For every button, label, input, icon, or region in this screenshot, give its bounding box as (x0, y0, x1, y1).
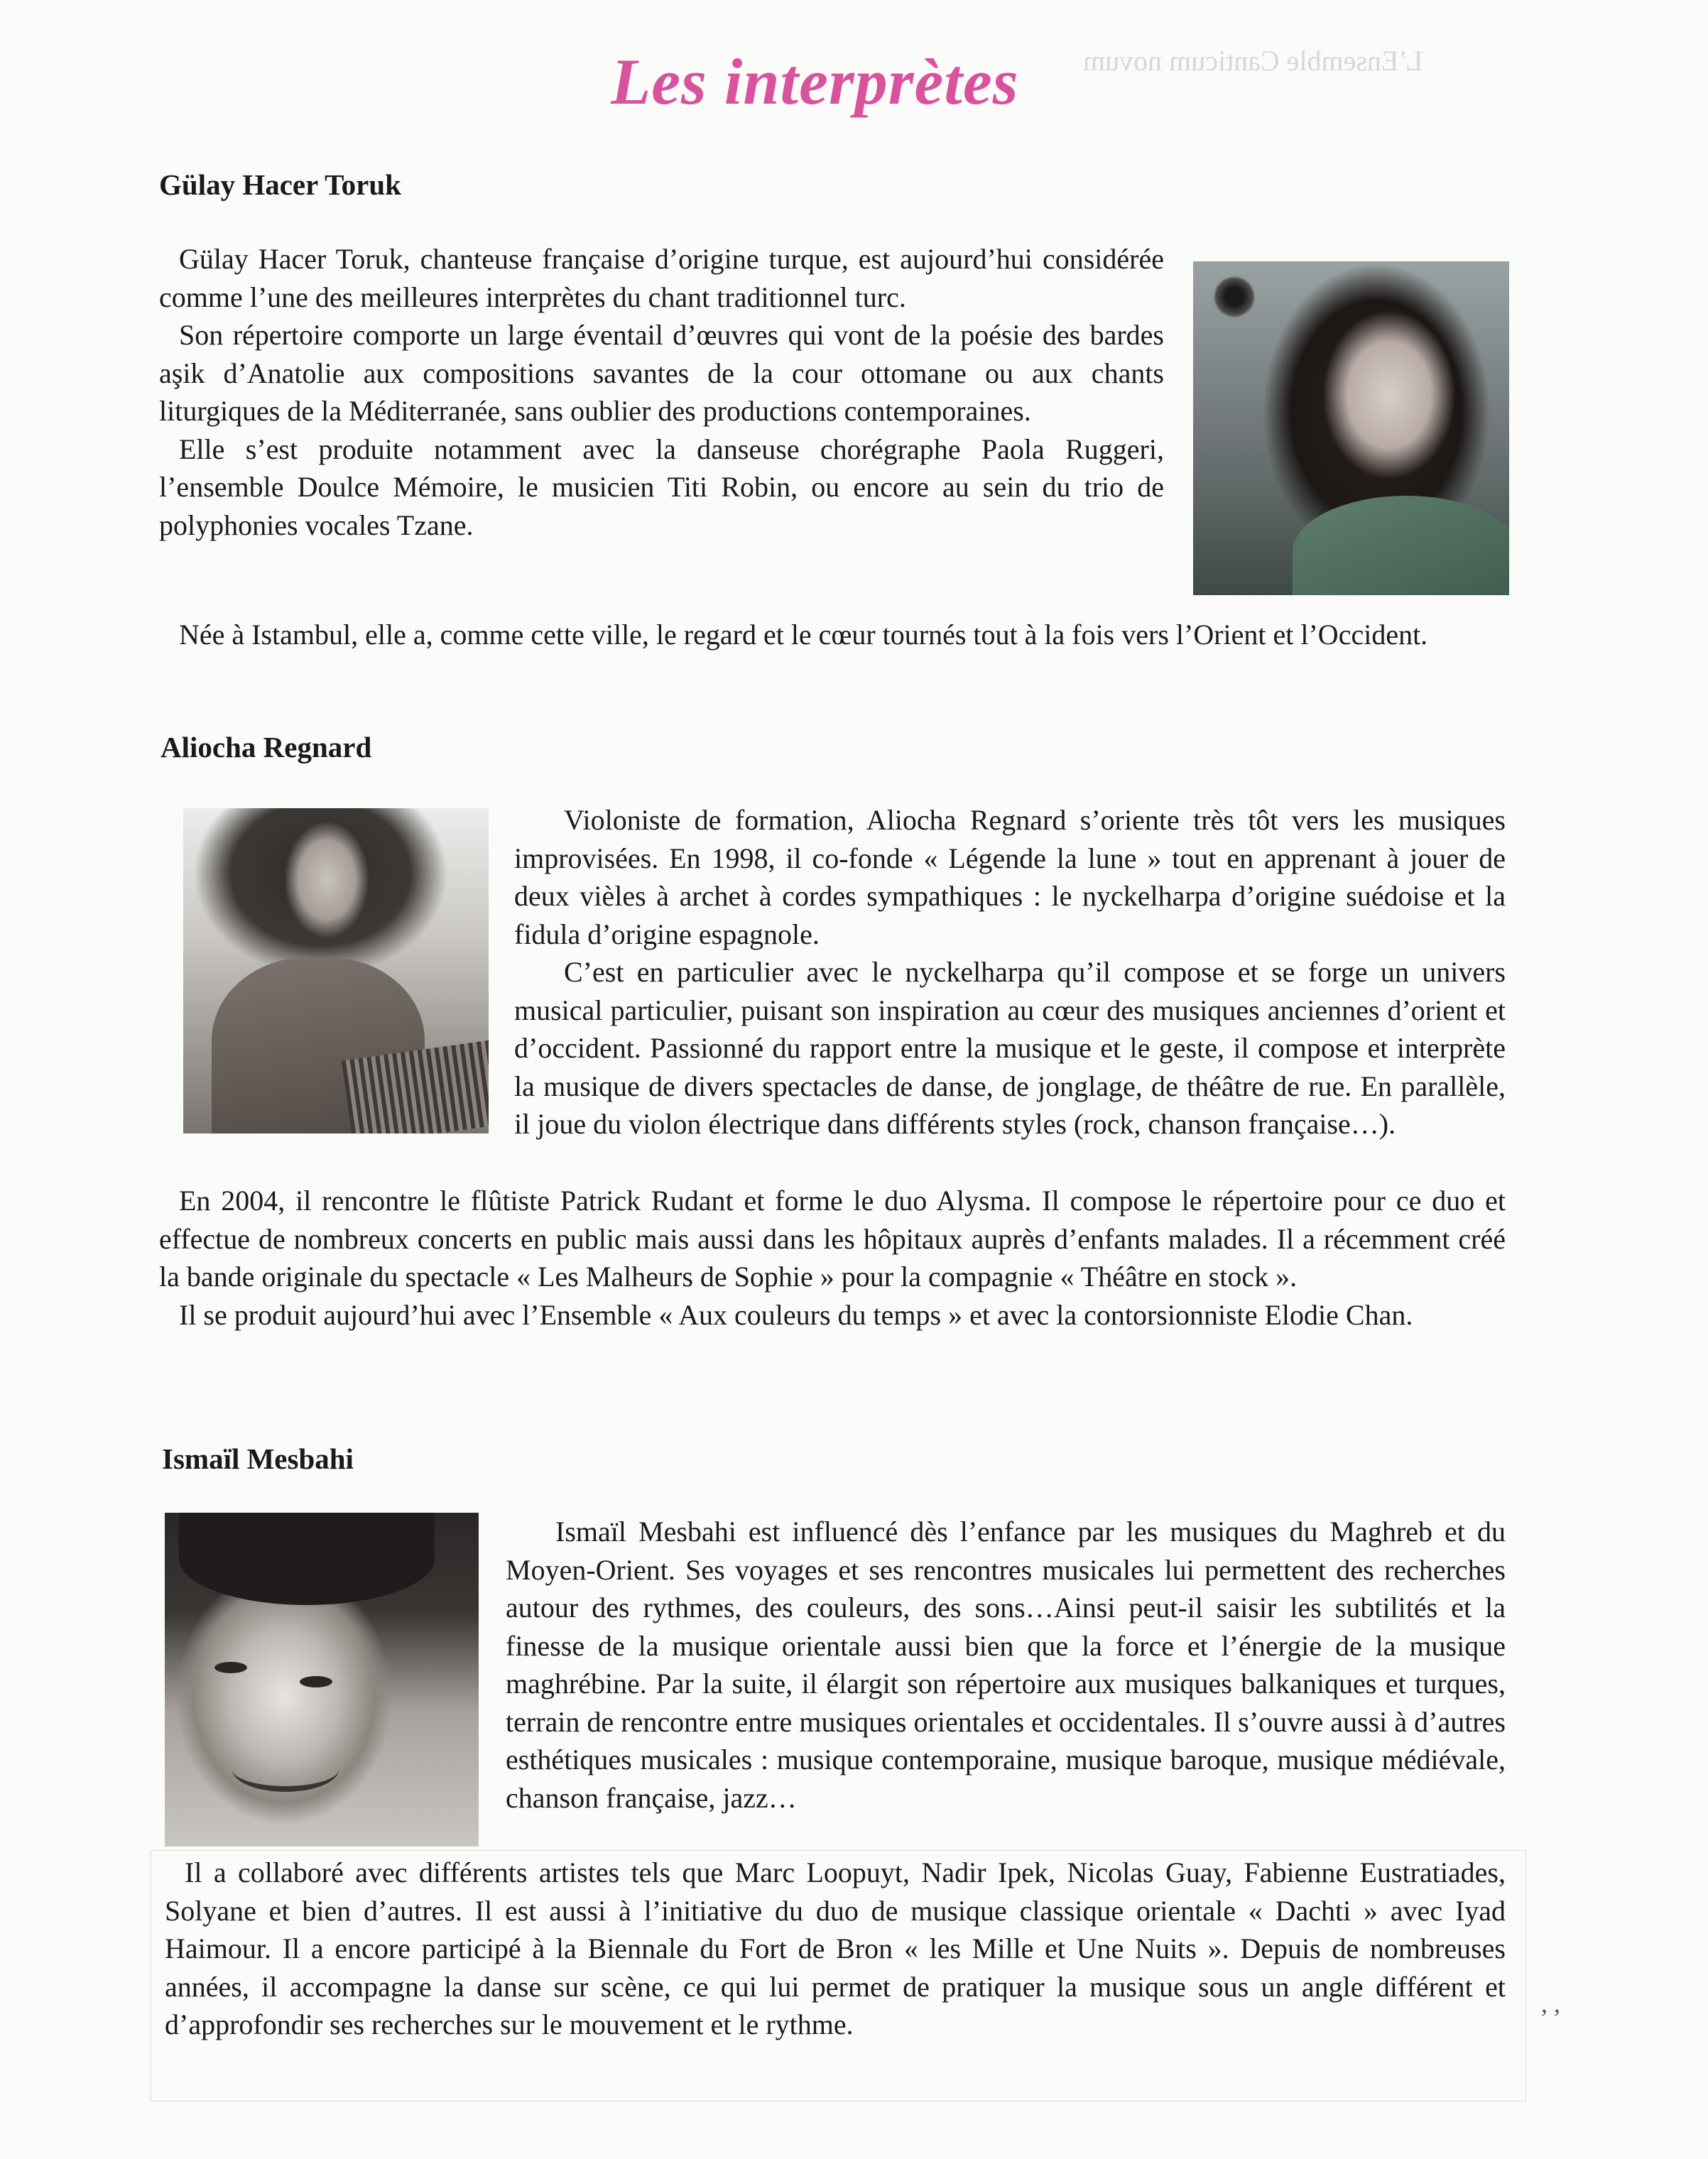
section-heading-gulay: Gülay Hacer Toruk (159, 168, 401, 201)
section-heading-aliocha: Aliocha Regnard (161, 731, 372, 763)
section-body-aliocha-wrapped-2 (514, 953, 1506, 1143)
section-body-aliocha-wrapped (514, 801, 1506, 953)
paragraph: Il se produit aujourd’hui avec l’Ensemble « Aux couleurs du temps » et avec la contorsionniste Elodie Chan. (179, 1298, 1413, 1331)
paragraph: Elle s’est produite notamment avec la danseuse chorégraphe Paola Ruggeri, l’ensemble Doulce Mémoire, le musicien Titi Robin, ou encore au sein du trio de polyphonies vocales Tzane. (159, 433, 1164, 541)
paragraph: En 2004, il rencontre le flûtiste Patrick Rudant et forme le duo Alysma. Il compose le répertoire pour ce duo et effectue de nombreux concerts en public mais aussi dans les hôpitaux auprès d’enfants malades. Il a récemment créé la bande originale du spectacle « Les Malheurs de Sophie » pour la compagnie « Théâtre en stock ». (159, 1185, 1506, 1293)
portrait-photo-gulay (1193, 261, 1509, 595)
photo-eye-detail (300, 1676, 332, 1687)
page-title: Les interprètes (611, 45, 1019, 118)
section-body-aliocha-full (159, 1182, 1506, 1334)
section-body-ismail-wrapped (506, 1513, 1506, 1817)
section-body-gulay-lower (159, 616, 1506, 654)
portrait-photo-aliocha (183, 808, 489, 1133)
paragraph: Son répertoire comporte un large éventail d’œuvres qui vont de la poésie des bardes aşik d’Anatolie aux compositions savantes de la cour ottomane ou aux chants liturgiques de la Méditerranée, sans oublier des productions contemporaines. (159, 319, 1164, 427)
photo-flower-detail (1213, 276, 1256, 318)
photo-eye-detail (214, 1662, 247, 1673)
paragraph: Violoniste de formation, Aliocha Regnard s’oriente très tôt vers les musiques improvisées. En 1998, il co-fonde « Légende la lune » tout en apprenant à jouer de deux vièles à archet à cordes sympathiques : le nyckelharpa d’origine suédoise et la fidula d’origine espagnole. (514, 804, 1506, 950)
section-body-gulay-upper (159, 240, 1164, 544)
section-heading-ismail: Ismaïl Mesbahi (162, 1442, 354, 1475)
paragraph: Née à Istambul, elle a, comme cette ville, le regard et le cœur tournés tout à la fois vers l’Orient et l’Occident. (179, 619, 1428, 651)
photo-smile-detail (232, 1747, 339, 1792)
section-body-ismail-full (165, 1854, 1506, 2044)
bleed-through-header: L’Ensemble Canticum novum (1083, 45, 1423, 77)
paragraph: Ismaïl Mesbahi est influencé dès l’enfance par les musiques du Maghreb et du Moyen-Orient. Ses voyages et ses rencontres musicales lui permettent des recherches autour des rythmes, des couleurs, des sons…Ainsi peut-il saisir les subtilités et la finesse de la musique orientale aussi bien que la force et l’énergie de la musique maghrébine. Par la suite, il élargit son répertoire aux musiques balkaniques et turques, terrain de rencontre entre musiques orientales et occidentales. Il s’ouvre aussi à d’autres esthétiques musicales : musique contemporaine, musique baroque, musique médiévale, chanson française, jazz… (506, 1516, 1506, 1814)
paragraph: C’est en particulier avec le nyckelharpa qu’il compose et se forge un univers musical particulier, puisant son inspiration au cœur des musiques anciennes d’orient et d’occident. Passionné du rapport entre la musique et le geste, il compose et interprète la musique de divers spectacles de danse, de jonglage, de théâtre de rue. En parallèle, il joue du violon électrique dans différents styles (rock, chanson française…). (514, 956, 1506, 1140)
scan-specks: , , (1541, 1989, 1560, 2018)
photo-scarf-detail (1293, 496, 1509, 595)
photo-cap-detail (179, 1513, 435, 1605)
portrait-photo-ismail (165, 1513, 479, 1847)
paragraph: Il a collaboré avec différents artistes tels que Marc Loopuyt, Nadir Ipek, Nicolas Guay, Fabienne Eustratiades, Solyane et bien d’autres. Il est aussi à l’initiative du duo de musique classique orientale « Dachti » avec Iyad Haimour. Il a encore participé à la Biennale du Fort de Bron « les Mille et Une Nuits ». Depuis de nombreuses années, il accompagne la danse sur scène, ce qui lui permet de pratiquer la musique sous un angle différent et d’approfondir ses recherches sur le mouvement et le rythme. (165, 1856, 1506, 2040)
paragraph: Gülay Hacer Toruk, chanteuse française d’origine turque, est aujourd’hui considérée comme l’une des meilleures interprètes du chant traditionnel turc. (159, 243, 1164, 313)
